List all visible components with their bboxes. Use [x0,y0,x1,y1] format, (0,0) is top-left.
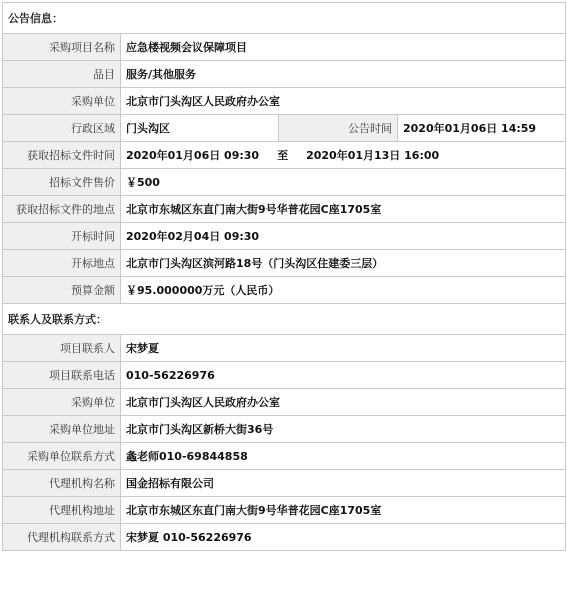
purchaser-value: 北京市门头沟区人民政府办公室 [121,389,566,416]
purchaser-value: 北京市门头沟区人民政府办公室 [121,88,566,115]
announcement-table [2,2,566,551]
table-row [3,142,566,169]
purchaser-address-label: 采购单位地址 [3,416,121,443]
table-row [3,335,566,362]
doc-time-label: 获取招标文件时间 [3,142,121,169]
agency-address-value: 北京市东城区东直门南大街9号华普花园C座1705室 [121,497,566,524]
section-title: 公告信息： [3,3,566,34]
table-row [3,416,566,443]
region-value: 门头沟区 [121,115,279,142]
announce-time-value: 2020年01月06日 14:59 [398,115,566,142]
agency-contact-value: 宋梦夏 010-56226976 [121,524,566,551]
agency-contact-label: 代理机构联系方式 [3,524,121,551]
table-row [3,362,566,389]
project-phone-label: 项目联系电话 [3,362,121,389]
agency-name-value: 国金招标有限公司 [121,470,566,497]
region-label: 行政区域 [3,115,121,142]
category-value: 服务/其他服务 [121,61,566,88]
table-row [3,196,566,223]
doc-time-to: 至 [277,149,289,162]
project-name-label: 采购项目名称 [3,34,121,61]
doc-time-start: 2020年01月06日 09:30 [126,149,260,162]
doc-price-value: ￥500 [121,169,566,196]
agency-name-label: 代理机构名称 [3,470,121,497]
table-row [3,88,566,115]
opening-time-value: 2020年02月04日 09:30 [121,223,566,250]
doc-price-label: 招标文件售价 [3,169,121,196]
agency-address-label: 代理机构地址 [3,497,121,524]
table-row [3,389,566,416]
purchaser-contact-value: 螽老师010-69844858 [121,443,566,470]
section-header-contacts [3,304,566,335]
doc-place-value: 北京市东城区东直门南大街9号华普花园C座1705室 [121,196,566,223]
purchaser-address-value: 北京市门头沟区新桥大街36号 [121,416,566,443]
table-row [3,250,566,277]
budget-value: ￥95.000000万元（人民币） [121,277,566,304]
opening-time-label: 开标时间 [3,223,121,250]
section-title: 联系人及联系方式： [3,304,566,335]
table-row [3,115,566,142]
table-row [3,443,566,470]
table-row [3,61,566,88]
project-name-value: 应急楼视频会议保障项目 [121,34,566,61]
project-contact-value: 宋梦夏 [121,335,566,362]
opening-place-label: 开标地点 [3,250,121,277]
table-row [3,223,566,250]
table-row [3,524,566,551]
purchaser-label: 采购单位 [3,88,121,115]
doc-time-value [121,142,566,169]
budget-label: 预算金额 [3,277,121,304]
table-row [3,470,566,497]
purchaser-contact-label: 采购单位联系方式 [3,443,121,470]
table-row [3,169,566,196]
section-header-announcement [3,3,566,34]
opening-place-value: 北京市门头沟区滨河路18号（门头沟区住建委三层） [121,250,566,277]
project-phone-value: 010-56226976 [121,362,566,389]
project-contact-label: 项目联系人 [3,335,121,362]
table-row [3,34,566,61]
announce-time-label: 公告时间 [279,115,398,142]
doc-place-label: 获取招标文件的地点 [3,196,121,223]
table-row [3,277,566,304]
purchaser-label: 采购单位 [3,389,121,416]
category-label: 品目 [3,61,121,88]
doc-time-end: 2020年01月13日 16:00 [306,149,440,162]
table-row [3,497,566,524]
